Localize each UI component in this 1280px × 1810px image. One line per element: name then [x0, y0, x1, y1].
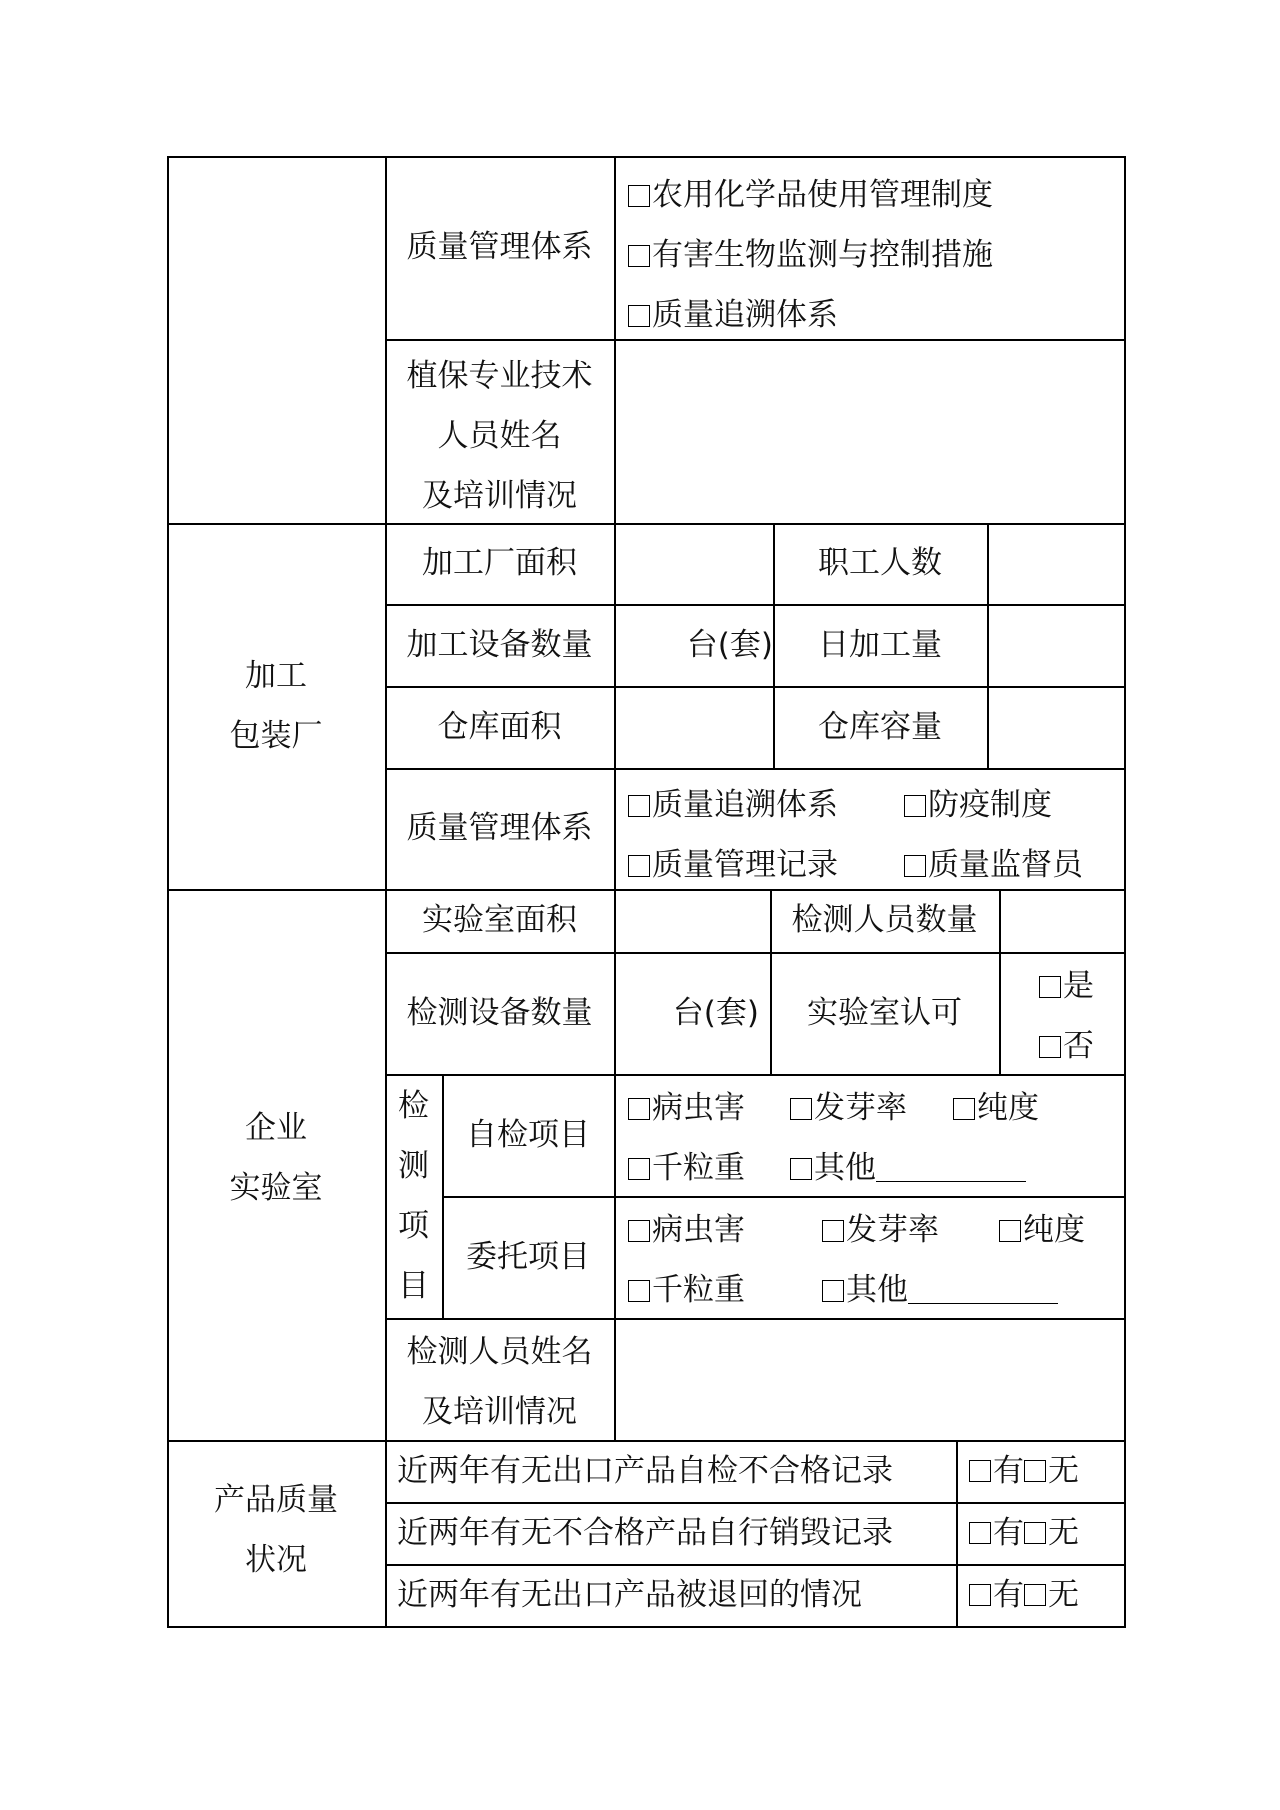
enterprise-lab-title: 企业 实验室 [229, 1110, 323, 1206]
test-equipment-count-label: 检测设备数量 [406, 994, 593, 1031]
daily-output-label: 日加工量 [818, 626, 942, 663]
quality-row-destroy-record: 近两年有无不合格产品自行销毁记录 [397, 1514, 893, 1551]
checkbox[interactable] [969, 1522, 991, 1544]
checkbox[interactable] [628, 795, 650, 817]
qms-label: 质量管理体系 [406, 229, 593, 266]
staff-count-label: 职工人数 [818, 545, 942, 582]
warehouse-area-label: 仓库面积 [437, 708, 562, 745]
commissioned-pest[interactable]: 病虫害 [628, 1204, 745, 1257]
commissioned-germination[interactable]: 发芽率 [822, 1204, 939, 1257]
row2-choice[interactable]: 有 无 [969, 1502, 1079, 1564]
checkbox[interactable] [628, 1220, 650, 1242]
product-quality-title: 产品质量 状况 [214, 1482, 338, 1578]
checkbox[interactable] [822, 1220, 844, 1242]
checkbox[interactable] [790, 1098, 812, 1120]
checkbox[interactable] [969, 1584, 991, 1606]
commissioned-test-label: 委托项目 [466, 1238, 590, 1275]
warehouse-capacity-field[interactable] [989, 688, 1123, 767]
quality-row-self-test-fail: 近两年有无出口产品自检不合格记录 [397, 1452, 893, 1489]
lab-accreditation-label: 实验室认可 [807, 994, 962, 1031]
quality-row-returned: 近两年有无出口产品被退回的情况 [397, 1576, 862, 1613]
plant-protection-staff-label: 植保专业技术 人员姓名 及培训情况 [406, 358, 593, 514]
commissioned-other[interactable]: 其他 [822, 1264, 1058, 1317]
checkbox[interactable] [628, 245, 650, 267]
warehouse-area-field[interactable] [616, 688, 772, 767]
checkbox[interactable] [790, 1158, 812, 1180]
self-test-other[interactable]: 其他 [790, 1142, 1026, 1195]
checkbox[interactable] [822, 1280, 844, 1302]
checkbox[interactable] [628, 855, 650, 877]
self-test-pest[interactable]: 病虫害 [628, 1082, 745, 1135]
accreditation-yes[interactable]: 是 [1039, 960, 1094, 1013]
self-test-label: 自检项目 [466, 1116, 590, 1153]
other-blank[interactable] [908, 1273, 1058, 1304]
checkbox[interactable] [904, 855, 926, 877]
checkbox[interactable] [999, 1220, 1021, 1242]
tester-count-field[interactable] [1001, 891, 1123, 951]
factory-area-field[interactable] [616, 525, 772, 603]
qms-option-traceability[interactable]: 质量追溯体系 [628, 289, 838, 342]
factory-area-label: 加工厂面积 [422, 545, 577, 582]
test-equipment-unit: 台(套) [672, 994, 759, 1031]
checkbox[interactable] [628, 305, 650, 327]
qms-option-agrochemical[interactable]: 农用化学品使用管理制度 [628, 169, 993, 222]
equipment-count-label: 加工设备数量 [406, 626, 593, 663]
checkbox[interactable] [1039, 1036, 1061, 1058]
row3-choice[interactable]: 有 无 [969, 1564, 1079, 1626]
lab-area-field[interactable] [616, 891, 769, 951]
plant-qms-option-records[interactable]: 质量管理记录 [628, 839, 838, 892]
test-items-label: 检 测 项 目 [398, 1088, 429, 1304]
plant-protection-staff-field[interactable] [616, 341, 1122, 521]
commissioned-thousand-grain[interactable]: 千粒重 [628, 1264, 745, 1317]
plant-qms-option-supervisor[interactable]: 质量监督员 [904, 839, 1083, 892]
commissioned-purity[interactable]: 纯度 [999, 1204, 1085, 1257]
self-test-germination[interactable]: 发芽率 [790, 1082, 907, 1135]
checkbox[interactable] [969, 1460, 991, 1482]
self-test-purity[interactable]: 纯度 [953, 1082, 1039, 1135]
lab-area-label: 实验室面积 [422, 902, 577, 939]
self-test-thousand-grain[interactable]: 千粒重 [628, 1142, 745, 1195]
plant-qms-option-epidemic[interactable]: 防疫制度 [904, 779, 1052, 832]
qms-option-pest-monitoring[interactable]: 有害生物监测与控制措施 [628, 229, 993, 282]
checkbox[interactable] [1039, 976, 1061, 998]
checkbox[interactable] [1024, 1584, 1046, 1606]
tester-count-label: 检测人员数量 [791, 902, 978, 939]
plant-qms-option-traceability[interactable]: 质量追溯体系 [628, 779, 838, 832]
accreditation-no[interactable]: 否 [1039, 1020, 1094, 1073]
checkbox[interactable] [628, 1098, 650, 1120]
row1-choice[interactable]: 有 无 [969, 1440, 1079, 1502]
enterprise-info-form [167, 156, 1126, 1628]
checkbox[interactable] [628, 1158, 650, 1180]
checkbox[interactable] [904, 795, 926, 817]
daily-output-field[interactable] [989, 606, 1123, 685]
checkbox[interactable] [1024, 1460, 1046, 1482]
warehouse-capacity-label: 仓库容量 [818, 708, 942, 745]
tester-names-label: 检测人员姓名 及培训情况 [406, 1334, 593, 1430]
checkbox[interactable] [628, 1280, 650, 1302]
tester-names-field[interactable] [616, 1320, 1123, 1439]
staff-count-field[interactable] [989, 525, 1123, 603]
processing-plant-title: 加工 包装厂 [229, 658, 323, 754]
equipment-unit: 台(套) [686, 626, 773, 663]
checkbox[interactable] [628, 185, 650, 207]
other-blank[interactable] [876, 1151, 1026, 1182]
checkbox[interactable] [953, 1098, 975, 1120]
checkbox[interactable] [1024, 1522, 1046, 1544]
plant-qms-label: 质量管理体系 [406, 810, 593, 847]
